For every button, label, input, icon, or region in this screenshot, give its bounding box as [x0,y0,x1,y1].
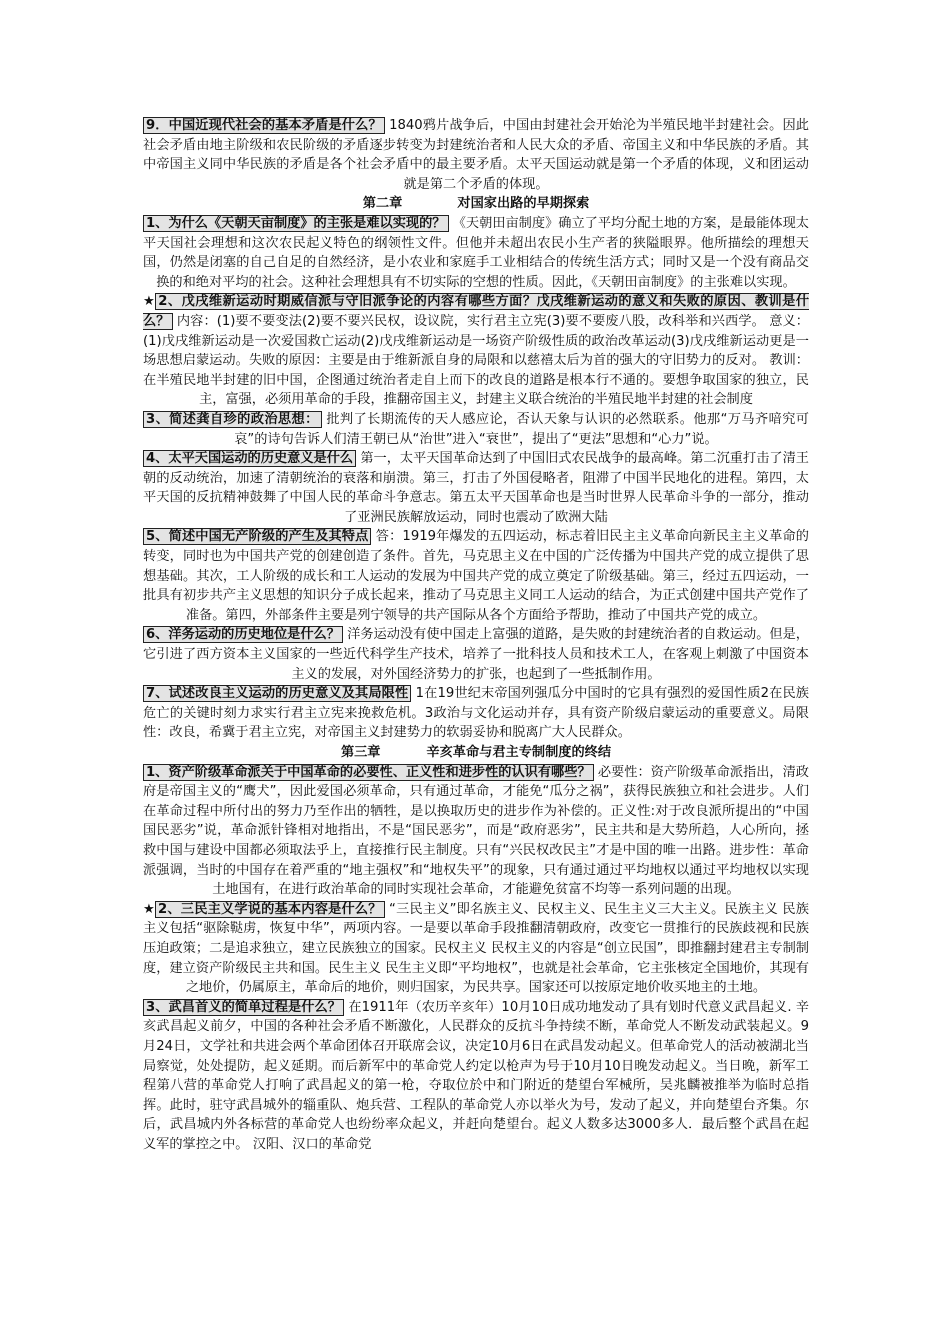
answer-text: 第一，太平天国革命达到了中国旧式农民战争的最高峰。第二沉重打击了清王朝的反动统治，加速了清朝统治的衰落和崩溃。第三，打击了外国侵略者，阻滞了中国半民地化的进程。第四，太平天国的反抗精神鼓舞了中国人民的革命斗争意志。第五太平天国革命也是当时世界人民革命斗争的一部分，推动了亚洲民族解放运动，同时也震动了欧洲大陆 [143,451,809,525]
section-ch2-q4 [143,449,809,527]
question-heading: 1、资产阶级革命派关于中国革命的必要性、正义性和进步性的认识有哪些？ [143,764,594,781]
star-marker: ★ [143,901,156,917]
question-heading: 3、武昌首义的简单过程是什么？ [143,999,344,1016]
question-heading: 3、简述龚自珍的政治思想： [143,411,322,428]
question-heading: 9．中国近现代社会的基本矛盾是什么？ [143,117,385,134]
section-ch3-q1 [143,763,809,900]
section-ch2-q7 [143,684,809,743]
answer-text: 在1911年（农历辛亥年）10月10日成功地发动了具有划时代意义武昌起义. 辛亥武昌起义前夕，中国的各种社会矛盾不断激化，人民群众的反抗斗争持续不断，革命党人不断发动武装起义。9月24日，文学社和共进会两个革命团体召开联席会议，决定10月6日在武昌发动起义。但革命党人的活动被湖北当局察觉，处处提防，起义延期。而后新军中的革命党人约定以枪声为号于10月10日晚发动起义。当日晚，新军工程第八营的革命党人打响了武昌起义的第一枪，夺取位於中和门附近的楚望台军械所，吴兆麟被推举为临时总指挥。此时，驻守武昌城外的辎重队、炮兵营、工程队的革命党人亦以举火为号，发动了起义，并向楚望台齐集。尔后，武昌城内外各标营的革命党人也纷纷率众起义，并赶向楚望台。起义人数多达3000多人．最后整个武昌在起义军的掌控之中。 汉阳、汉口的革命党 [143,999,809,1152]
chapter-heading: 第三章 辛亥革命与君主专制制度的终结 [340,745,612,760]
answer-text: 《天朝田亩制度》确立了平均分配土地的方案，是最能体现太平天国社会理想和这次农民起义特色的纲领性文件。但他并未超出农民小生产者的狭隘眼界。他所描绘的理想天国，仍然是闭塞的自己自足的自然经济，是小农业和家庭手工业相结合的传统生活方式；同时又是一个没有商品交换的和绝对平均的社会。这种社会理想具有不切实际的空想的性质。因此，《天朝田亩制度》的主张难以实现。 [143,215,809,290]
answer-text: 1840鸦片战争后，中国由封建社会开始沦为半殖民地半封建社会。因此社会矛盾由地主阶级和农民阶级的矛盾逐步转变为封建统治者和人民大众的矛盾、帝国主义和中华民族的矛盾。其中帝国主义同中华民族的矛盾是各个社会矛盾中的最主要矛盾。太平天国运动就是第一个矛盾的体现，义和团运动就是第二个矛盾的体现。 [143,118,809,192]
question-heading: 5、简述中国无产阶级的产生及其特点 [143,528,371,545]
answer-text: 1在19世纪末帝国列强瓜分中国时的它具有强烈的爱国性质2在民族危亡的关键时刻力求实行君主立宪来挽救危机。3政治与文化运动并存，具有资产阶级启蒙运动的重要意义。局限性：改良，希冀于君主立宪，对帝国主义封建势力的软弱妥协和脱离广大人民群众。 [143,686,809,741]
section-ch2-q3 [143,410,809,449]
question-heading: 6、洋务运动的历史地位是什么？ [143,626,343,643]
answer-text: 必要性：资产阶级革命派指出，清政府是帝国主义的“鹰犬”，因此爱国必须革命，只有通过革命，才能免“瓜分之祸”，获得民族独立和社会进步。人们在革命过程中所付出的努力乃至作出的牺牲，是以换取历史的进步作为补偿的。正义性:对于改良派所提出的“中国国民恶劣”说，革命派针锋相对地指出，不是“国民恶劣”，而是“政府恶劣”，民主共和是大势所趋，人心所向，拯救中国与建设中国都必须取法乎上，直接推行民主制度。只有“兴民权改民主”才是中国的唯一出路。进步性：革命派强调，当时的中国存在着严重的“地主强权”和“地权失平”的现象，只有通过通过平均地权以通过平均地权以实现土地国有，在进行政治革命的同时实现社会革命，才能避免贫富不均等一系列问题的出现。 [143,764,809,898]
chapter-heading: 第二章 对国家出路的早期探索 [362,196,590,212]
document-page [143,116,809,1154]
section-q9 [143,116,809,194]
section-ch3-q2 [143,900,809,998]
question-heading: 1、为什么《天朝天亩制度》的主张是难以实现的？ [143,215,449,232]
star-marker: ★ [143,294,156,310]
section-ch2-q5 [143,527,809,625]
section-ch2-q6 [143,625,809,684]
section-ch2-q2 [143,292,809,410]
section-ch2-q1 [143,214,809,292]
answer-text: 洋务运动没有使中国走上富强的道路，是失败的封建统治者的自救运动。但是，它引进了西方资本主义国家的一些近代科学生产技术，培养了一批科技人员和技术工人，在客观上刺激了中国资本主义的发展，对外国经济势力的扩张，也起到了一些抵制作用。 [143,627,809,682]
answer-text: 内容：(1)要不要变法(2)要不要兴民权，设议院，实行君主立宪(3)要不要废八股，改科举和兴西学。 意义：(1)戊戌维新运动是一次爱国救亡运动(2)戊戌维新运动是一场资产阶级性质的政治改革运动(3)戊戌维新运动更是一场思想启蒙运动。失败的原因：主要是由于维新派自身的局限和以慈禧太后为首的强大的守旧势力的反对。 教训：在半殖民地半封建的旧中国，企图通过统治者走自上而下的改良的道路是根本行不通的。要想争取国家的独立，民主，富强，必须用革命的手段，推翻帝国主义，封建主义联合统治的半殖民地半封建的社会制度 [143,313,809,408]
answer-text: 批判了长期流传的天人感应论，否认天象与认识的必然联系。他那“万马齐喑究可哀”的诗句告诉人们清王朝已从“治世”进入“衰世”，提出了“更法”思想和“心力”说。 [234,411,809,447]
question-heading: 7、试述改良主义运动的历史意义及其局限性 [143,685,411,702]
question-heading: 2、三民主义学说的基本内容是什么？ [155,901,385,918]
answer-text: 答：1919年爆发的五四运动，标志着旧民主主义革命向新民主主义革命的转变，同时也为中国共产党的创建创造了条件。首先，马克思主义在中国的广泛传播为中国共产党的成立提供了思想基础。其次，工人阶级的成长和工人运动的发展为中国共产党的成立奠定了阶级基础。第三，经过五四运动，一批具有初步共产主义思想的知识分子成长起来，推动了马克思主义同工人运动的结合，为正式创建中国共产党作了准备。第四，外部条件主要是列宁领导的共产国际从各个方面给予帮助，推动了中国共产党的成立。 [143,529,809,623]
question-heading: 2、戊戌维新运动时期威信派与守旧派争论的内容有哪些方面？戊戌维新运动的意义和失败的原因、教训是什么？ [143,294,810,329]
answer-text: “三民主义”即名族主义、民权主义、民生主义三大主义。民族主义 民族主义包括“驱除鞑虏，恢复中华”，两项内容。一是要以革命手段推翻清朝政府，改变它一贯推行的民族歧视和民族压迫政策；二是追求独立，建立民族独立的国家。民权主义 民权主义的内容是“创立民国”，即推翻封建君主专制制度，建立资产阶级民主共和国。民生主义 民生主义即“平均地权”，也就是社会革命，它主张核定全国地价，其现有之地价，仍属原主，革命后的地价，则归国家，为民共享。国家还可以按原定地价收买地主的土地。 [143,901,809,996]
question-heading: 4、太平天国运动的历史意义是什么 [143,450,356,467]
section-ch3-q3 [143,998,809,1155]
